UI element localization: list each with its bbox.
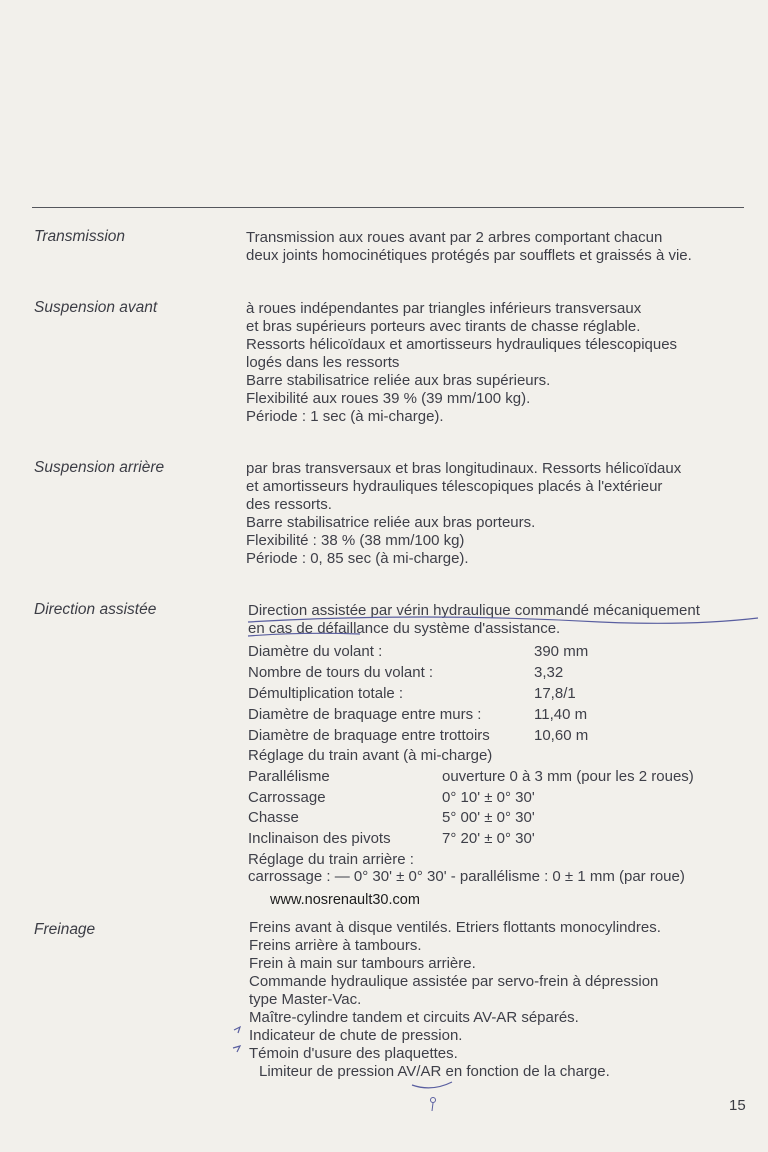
section-label-direction: Direction assistée [34, 601, 157, 618]
suspension-avant-line: à roues indépendantes par triangles inférieurs transversaux [246, 300, 642, 317]
train-name: Carrossage [248, 789, 326, 806]
suspension-avant-line: Période : 1 sec (à mi-charge). [246, 408, 444, 425]
suspension-avant-line: Flexibilité aux roues 39 % (39 mm/100 kg). [246, 390, 531, 407]
spec-value: 10,60 m [534, 727, 589, 744]
website-watermark: www.nosrenault30.com [270, 892, 420, 908]
suspension-arriere-line: Flexibilité : 38 % (38 mm/100 kg) [246, 532, 465, 549]
spec-name: Démultiplication totale : [248, 685, 404, 702]
spec-name: Nombre de tours du volant : [248, 664, 434, 681]
suspension-arriere-line: et amortisseurs hydrauliques télescopiques placés à l'extérieur [246, 478, 663, 495]
train-value: 5° 00' ± 0° 30' [442, 809, 535, 826]
train-value: ouverture 0 à 3 mm (pour les 2 roues) [442, 768, 694, 785]
direction-line: en cas de défaillance du système d'assistance. [248, 620, 561, 637]
section-label-suspension-avant: Suspension avant [34, 299, 158, 316]
freinage-line: Limiteur de pression AV/AR en fonction de la charge. [259, 1063, 610, 1080]
section-label-freinage: Freinage [34, 921, 96, 938]
transmission-line: deux joints homocinétiques protégés par soufflets et graissés à vie. [246, 247, 692, 264]
suspension-avant-line: logés dans les ressorts [246, 354, 400, 371]
spec-value: 3,32 [534, 664, 564, 681]
freinage-line: Frein à main sur tambours arrière. [249, 955, 476, 972]
freinage-line: type Master-Vac. [249, 991, 362, 1008]
transmission-line: Transmission aux roues avant par 2 arbres comportant chacun [246, 229, 663, 246]
train-name: Inclinaison des pivots [248, 830, 391, 847]
page-number: 15 [729, 1097, 746, 1114]
train-avant-title: Réglage du train avant (à mi-charge) [248, 747, 493, 764]
spec-name: Diamètre de braquage entre trottoirs [248, 727, 490, 744]
freinage-line: Commande hydraulique assistée par servo-frein à dépression [249, 973, 659, 990]
train-name: Chasse [248, 809, 299, 826]
direction-line: Direction assistée par vérin hydraulique commandé mécaniquement [248, 602, 700, 619]
freinage-line: Freins avant à disque ventilés. Etriers flottants monocylindres. [249, 919, 661, 936]
section-label-transmission: Transmission [34, 228, 126, 245]
freinage-line: Indicateur de chute de pression. [249, 1027, 463, 1044]
suspension-avant-line: Ressorts hélicoïdaux et amortisseurs hydrauliques télescopiques [246, 336, 678, 353]
suspension-avant-line: Barre stabilisatrice reliée aux bras supérieurs. [246, 372, 551, 389]
train-arriere-title: Réglage du train arrière : [248, 851, 414, 868]
freinage-line: Témoin d'usure des plaquettes. [249, 1045, 458, 1062]
freinage-line: Maître-cylindre tandem et circuits AV-AR séparés. [249, 1009, 579, 1026]
suspension-arriere-line: Barre stabilisatrice reliée aux bras porteurs. [246, 514, 536, 531]
freinage-line: Freins arrière à tambours. [249, 937, 422, 954]
spec-value: 11,40 m [534, 706, 588, 723]
spec-value: 390 mm [534, 643, 589, 660]
suspension-arriere-line: des ressorts. [246, 496, 332, 513]
train-value: 7° 20' ± 0° 30' [442, 830, 535, 847]
spec-name: Diamètre de braquage entre murs : [248, 706, 482, 723]
train-value: 0° 10' ± 0° 30' [442, 789, 535, 806]
suspension-avant-line: et bras supérieurs porteurs avec tirants de chasse réglable. [246, 318, 641, 335]
train-arriere-line: carrossage : — 0° 30' ± 0° 30' - parallélisme : 0 ± 1 mm (par roue) [248, 868, 685, 885]
section-label-suspension-arriere: Suspension arrière [34, 459, 165, 476]
suspension-arriere-line: Période : 0, 85 sec (à mi-charge). [246, 550, 469, 567]
train-name: Parallélisme [248, 768, 330, 785]
spec-name: Diamètre du volant : [248, 643, 383, 660]
suspension-arriere-line: par bras transversaux et bras longitudinaux. Ressorts hélicoïdaux [246, 460, 682, 477]
spec-value: 17,8/1 [534, 685, 576, 702]
